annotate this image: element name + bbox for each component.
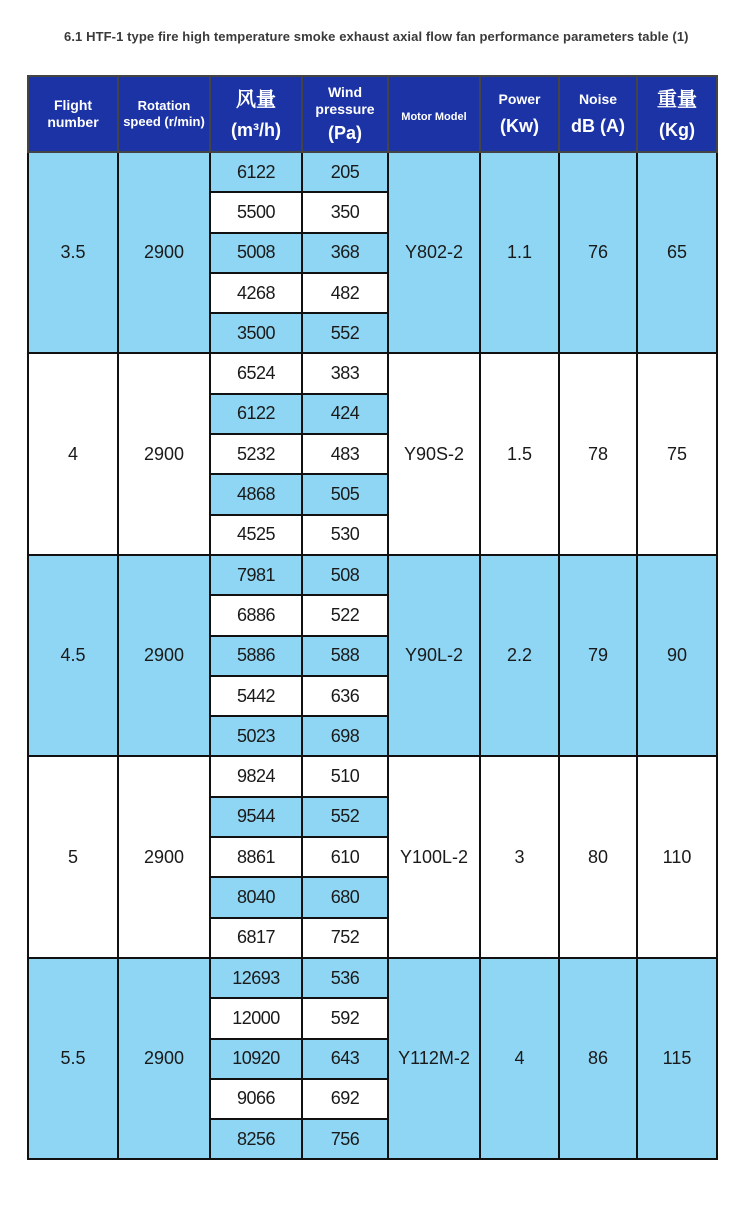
cell-air-volume: 8256	[210, 1119, 302, 1159]
cell-air-volume: 9066	[210, 1079, 302, 1119]
cell-wind-pressure: 680	[302, 877, 388, 917]
cell-wind-pressure: 643	[302, 1039, 388, 1079]
cell-wind-pressure: 756	[302, 1119, 388, 1159]
cell-wind-pressure: 610	[302, 837, 388, 877]
cell-air-volume: 5232	[210, 434, 302, 474]
cell-wind-pressure: 530	[302, 515, 388, 555]
cell-wind-pressure: 592	[302, 998, 388, 1038]
header-row	[28, 76, 717, 152]
cell-flight-number: 5.5	[28, 958, 118, 1159]
cell-flight-number: 4.5	[28, 555, 118, 756]
cell-weight: 110	[637, 756, 717, 957]
cell-noise: 76	[559, 152, 637, 353]
cell-flight-number: 3.5	[28, 152, 118, 353]
cell-air-volume: 4868	[210, 474, 302, 514]
cell-air-volume: 5023	[210, 716, 302, 756]
cell-air-volume: 12000	[210, 998, 302, 1038]
header-power: Power (Kw)	[480, 76, 559, 152]
cell-air-volume: 8861	[210, 837, 302, 877]
cell-wind-pressure: 482	[302, 273, 388, 313]
cell-wind-pressure: 588	[302, 636, 388, 676]
cell-motor-model: Y802-2	[388, 152, 480, 353]
header-wind-pressure: Wind pressure (Pa)	[302, 76, 388, 152]
cell-wind-pressure: 505	[302, 474, 388, 514]
table-body	[28, 152, 717, 1159]
header-flight-number: Flight number	[28, 76, 118, 152]
cell-weight: 65	[637, 152, 717, 353]
cell-weight: 75	[637, 353, 717, 554]
cell-power: 3	[480, 756, 559, 957]
cell-wind-pressure: 522	[302, 595, 388, 635]
cell-flight-number: 5	[28, 756, 118, 957]
cell-air-volume: 12693	[210, 958, 302, 998]
cell-wind-pressure: 752	[302, 918, 388, 958]
cell-air-volume: 8040	[210, 877, 302, 917]
cell-wind-pressure: 536	[302, 958, 388, 998]
cell-air-volume: 6524	[210, 353, 302, 393]
cell-air-volume: 5442	[210, 676, 302, 716]
cell-air-volume: 5500	[210, 192, 302, 232]
header-noise: Noise dB (A)	[559, 76, 637, 152]
cell-motor-model: Y112M-2	[388, 958, 480, 1159]
cell-weight: 115	[637, 958, 717, 1159]
cell-air-volume: 4525	[210, 515, 302, 555]
cell-air-volume: 9544	[210, 797, 302, 837]
cell-power: 1.5	[480, 353, 559, 554]
cell-rotation-speed: 2900	[118, 958, 210, 1159]
cell-air-volume: 5008	[210, 233, 302, 273]
cell-wind-pressure: 510	[302, 756, 388, 796]
cell-air-volume: 10920	[210, 1039, 302, 1079]
cell-wind-pressure: 368	[302, 233, 388, 273]
cell-rotation-speed: 2900	[118, 353, 210, 554]
performance-table	[27, 75, 718, 1160]
cell-air-volume: 6122	[210, 152, 302, 192]
cell-motor-model: Y100L-2	[388, 756, 480, 957]
cell-wind-pressure: 383	[302, 353, 388, 393]
cell-motor-model: Y90L-2	[388, 555, 480, 756]
cell-wind-pressure: 508	[302, 555, 388, 595]
cell-noise: 79	[559, 555, 637, 756]
cell-wind-pressure: 692	[302, 1079, 388, 1119]
header-motor-model: Motor Model	[388, 76, 480, 152]
cell-wind-pressure: 552	[302, 313, 388, 353]
table-row	[28, 958, 717, 998]
cell-air-volume: 6817	[210, 918, 302, 958]
cell-air-volume: 9824	[210, 756, 302, 796]
cell-air-volume: 4268	[210, 273, 302, 313]
cell-rotation-speed: 2900	[118, 756, 210, 957]
header-rotation-speed: Rotation speed (r/min)	[118, 76, 210, 152]
table-row	[28, 152, 717, 192]
cell-noise: 80	[559, 756, 637, 957]
cell-power: 1.1	[480, 152, 559, 353]
cell-wind-pressure: 350	[302, 192, 388, 232]
cell-air-volume: 7981	[210, 555, 302, 595]
cell-wind-pressure: 698	[302, 716, 388, 756]
header-air-volume: 风量 (m³/h)	[210, 76, 302, 152]
cell-motor-model: Y90S-2	[388, 353, 480, 554]
page-title: 6.1 HTF-1 type fire high temperature smoke exhaust axial flow fan performance parameters table (1)	[64, 29, 689, 44]
header-weight: 重量 (Kg)	[637, 76, 717, 152]
cell-air-volume: 3500	[210, 313, 302, 353]
cell-wind-pressure: 483	[302, 434, 388, 474]
table-row	[28, 756, 717, 796]
cell-power: 2.2	[480, 555, 559, 756]
cell-noise: 78	[559, 353, 637, 554]
table-row	[28, 555, 717, 595]
cell-rotation-speed: 2900	[118, 555, 210, 756]
cell-wind-pressure: 552	[302, 797, 388, 837]
cell-air-volume: 6122	[210, 394, 302, 434]
cell-power: 4	[480, 958, 559, 1159]
cell-wind-pressure: 424	[302, 394, 388, 434]
table-row	[28, 353, 717, 393]
cell-weight: 90	[637, 555, 717, 756]
cell-air-volume: 6886	[210, 595, 302, 635]
cell-rotation-speed: 2900	[118, 152, 210, 353]
cell-flight-number: 4	[28, 353, 118, 554]
cell-noise: 86	[559, 958, 637, 1159]
cell-wind-pressure: 205	[302, 152, 388, 192]
cell-air-volume: 5886	[210, 636, 302, 676]
cell-wind-pressure: 636	[302, 676, 388, 716]
